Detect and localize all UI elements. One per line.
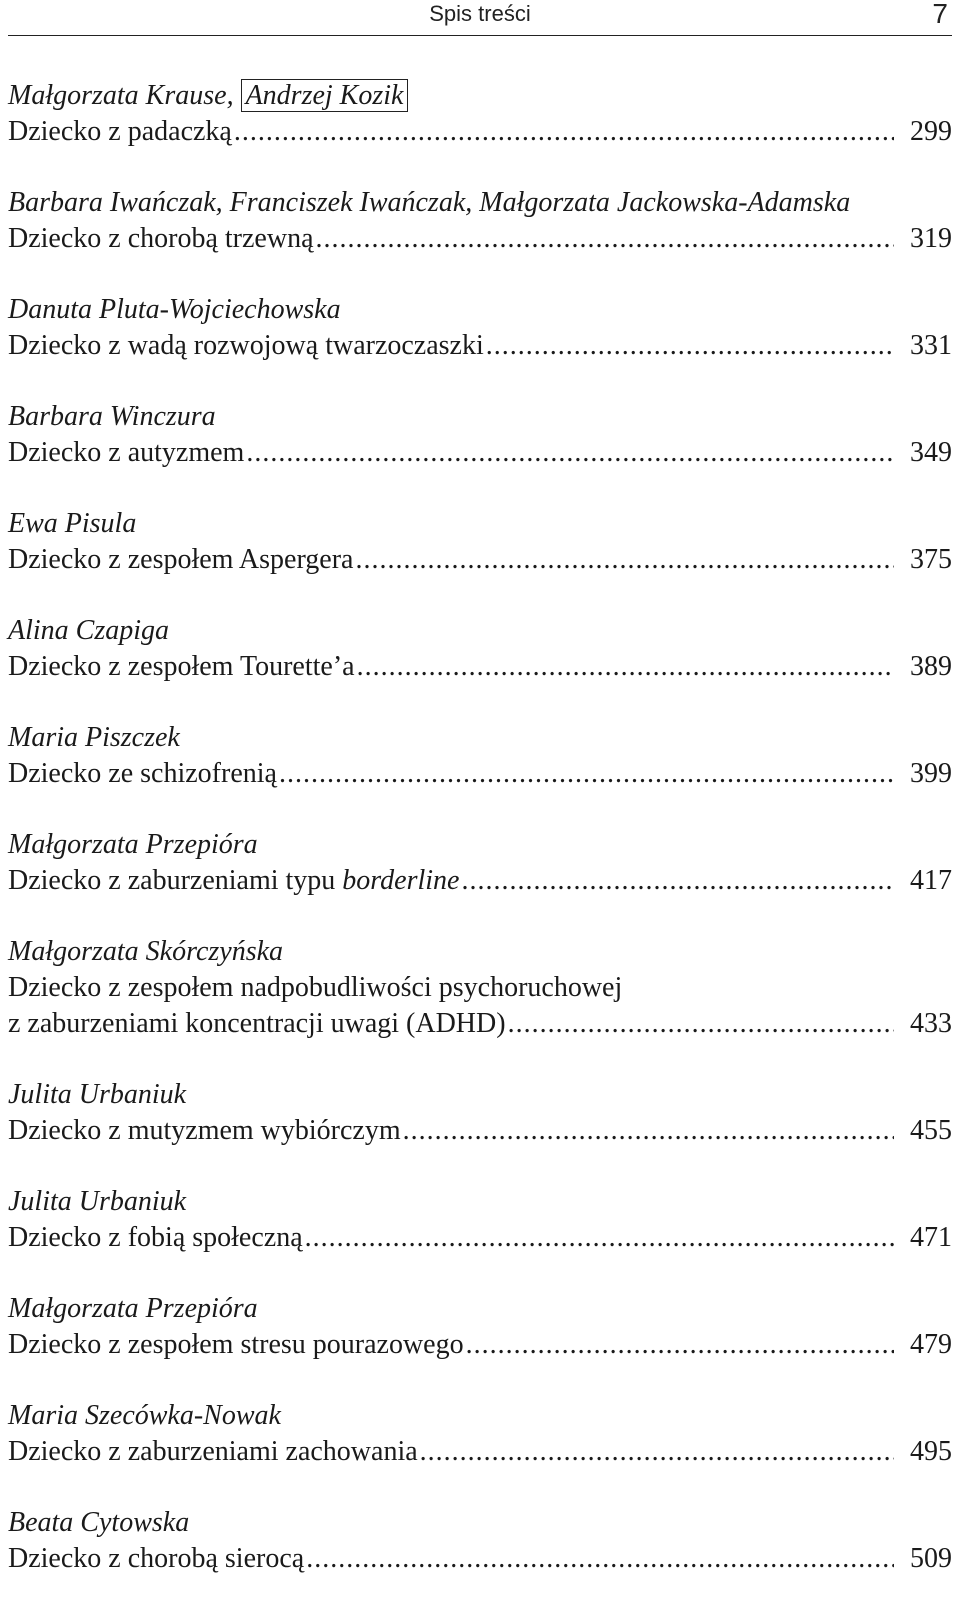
entry-title-row <box>8 1113 952 1149</box>
entry-page-number: 349 <box>910 437 952 468</box>
toc-entry <box>8 1184 952 1291</box>
entry-title: Dziecko ze schizofrenią <box>8 758 277 789</box>
toc-entry <box>8 827 952 934</box>
entry-title-row <box>8 1327 952 1363</box>
entry-title-row <box>8 435 952 471</box>
toc-entry <box>8 720 952 827</box>
entry-page-number: 509 <box>910 1543 952 1574</box>
table-of-contents <box>8 78 952 1612</box>
dot-leader <box>508 1006 894 1042</box>
entry-title-line: Dziecko z zespołem nadpobudliwości psychoruchowej <box>8 972 623 1003</box>
toc-entry <box>8 292 952 399</box>
entry-authors: Małgorzata Przepióra <box>8 1293 258 1324</box>
toc-entry <box>8 506 952 613</box>
entry-authors: Julita Urbaniuk <box>8 1186 187 1217</box>
dot-leader <box>355 542 894 578</box>
entry-title-italic-term: borderline <box>342 865 460 896</box>
entry-authors: Maria Piszczek <box>8 722 180 753</box>
running-head <box>8 0 952 36</box>
entry-page-number: 455 <box>910 1115 952 1146</box>
entry-title: Dziecko z chorobą trzewną <box>8 223 314 254</box>
dot-leader <box>461 863 894 899</box>
entry-authors: Beata Cytowska <box>8 1507 190 1538</box>
entry-page-number: 495 <box>910 1436 952 1467</box>
dot-leader <box>306 1541 894 1577</box>
entry-authors: Małgorzata Skórczyńska <box>8 936 284 967</box>
entry-page-number: 375 <box>910 544 952 575</box>
entry-title-row <box>8 1006 952 1042</box>
dot-leader <box>403 1113 894 1149</box>
entry-authors: Alina Czapiga <box>8 615 170 646</box>
toc-entry <box>8 1398 952 1505</box>
entry-title: Dziecko z zespołem stresu pourazowego <box>8 1329 464 1360</box>
entry-title-row <box>8 114 952 150</box>
entry-page-number: 331 <box>910 330 952 361</box>
entry-title: Dziecko z autyzmem <box>8 437 245 468</box>
entry-authors <box>8 78 952 114</box>
entry-title: Dziecko z zaburzeniami zachowania <box>8 1436 418 1467</box>
toc-entry <box>8 399 952 506</box>
entry-title: Dziecko z chorobą sierocą <box>8 1543 305 1574</box>
entry-title-text: Dziecko z zaburzeniami typu <box>8 865 343 896</box>
toc-entry <box>8 78 952 185</box>
toc-entry <box>8 1505 952 1612</box>
dot-leader <box>357 649 894 685</box>
entry-title-row <box>8 756 952 792</box>
entry-title-row <box>8 221 952 257</box>
entry-authors: Danuta Pluta-Wojciechowska <box>8 294 341 325</box>
entry-authors: Małgorzata Przepióra <box>8 829 258 860</box>
entry-page-number: 389 <box>910 651 952 682</box>
entry-title-row <box>8 1541 952 1577</box>
entry-title-row <box>8 328 952 364</box>
entry-title: z zaburzeniami koncentracji uwagi (ADHD) <box>8 1008 506 1039</box>
toc-entry <box>8 1077 952 1184</box>
entry-title <box>8 863 459 899</box>
toc-entry <box>8 613 952 720</box>
entry-title-row <box>8 649 952 685</box>
entry-page-number: 471 <box>910 1222 952 1253</box>
dot-leader <box>279 756 894 792</box>
running-title: Spis treści <box>429 1 531 26</box>
entry-authors: Barbara Winczura <box>8 401 216 432</box>
entry-title: Dziecko z padaczką <box>8 116 232 147</box>
dot-leader <box>316 221 895 257</box>
entry-page-number: 299 <box>910 116 952 147</box>
entry-authors: Maria Szecówka-Nowak <box>8 1400 281 1431</box>
entry-title-row <box>8 863 952 899</box>
page-number: 7 <box>932 0 948 29</box>
author-name-boxed: Andrzej Kozik <box>241 79 409 112</box>
entry-page-number: 319 <box>910 223 952 254</box>
entry-title: Dziecko z zespołem Tourette’a <box>8 651 355 682</box>
entry-title: Dziecko z mutyzmem wybiórczym <box>8 1115 401 1146</box>
entry-authors: Julita Urbaniuk <box>8 1079 187 1110</box>
entry-page-number: 433 <box>910 1008 952 1039</box>
entry-title-row <box>8 1434 952 1470</box>
entry-title-row <box>8 542 952 578</box>
entry-page-number: 417 <box>910 865 952 896</box>
dot-leader <box>486 328 894 364</box>
entry-title: Dziecko z fobią społeczną <box>8 1222 303 1253</box>
entry-title: Dziecko z wadą rozwojową twarzoczaszki <box>8 330 484 361</box>
entry-page-number: 399 <box>910 758 952 789</box>
toc-entry <box>8 934 952 1077</box>
entry-authors: Barbara Iwańczak, Franciszek Iwańczak, Małgorzata Jackowska-Adamska <box>8 187 851 218</box>
toc-entry <box>8 185 952 292</box>
entry-authors: Ewa Pisula <box>8 508 137 539</box>
dot-leader <box>305 1220 894 1256</box>
entry-title: Dziecko z zespołem Aspergera <box>8 544 354 575</box>
dot-leader <box>234 114 894 150</box>
toc-entry <box>8 1291 952 1398</box>
entry-page-number: 479 <box>910 1329 952 1360</box>
author-name: Małgorzata Krause, <box>8 80 241 111</box>
dot-leader <box>246 435 894 471</box>
entry-title-row <box>8 1220 952 1256</box>
dot-leader <box>420 1434 894 1470</box>
dot-leader <box>466 1327 894 1363</box>
